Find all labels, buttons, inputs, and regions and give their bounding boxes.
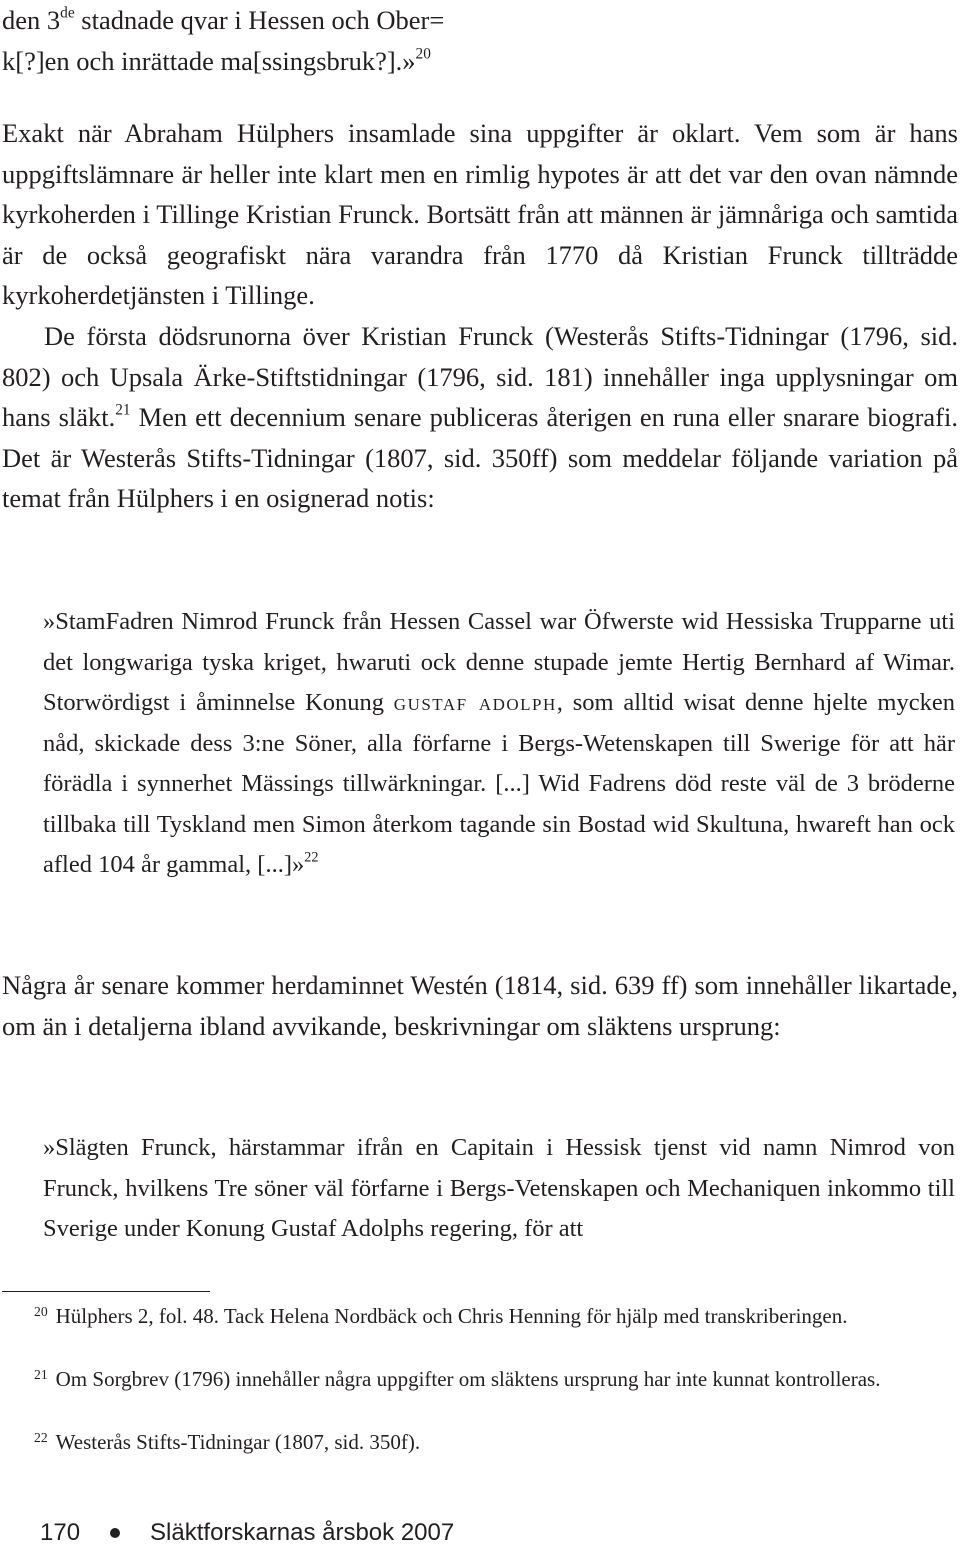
paragraph-text: Exakt när Abraham Hülphers insamlade sina uppgifter är oklart. Vem som är hans uppgiftslämnare är heller inte klart men en rimlig hypotes är att det var den ovan nämnde kyrkoherden i Tillinge Kristian Frunck. Bortsätt från att männen är jämnåriga och samtida är de också geografiskt nära varandra från 1770 då Kristian Frunck tillträdde kyrkoherdetjänsten i Tillinge. (2, 118, 958, 310)
paragraph-1 (2, 113, 958, 316)
block-quote-1 (43, 602, 955, 886)
publication-title: Släktforskarnas årsbok 2007 (150, 1519, 455, 1546)
bullet-icon (110, 1528, 120, 1538)
footnote-20 (2, 1301, 958, 1333)
paragraph-text: Några år senare kommer herdaminnet Westén (1814, sid. 639 ff) som innehåller likartade, om än i detaljerna ibland avvikande, beskrivningar om släktens ursprung: (2, 970, 958, 1041)
quote-text: »Slägten Frunck, härstammar ifrån en Capitain i Hessisk tjenst vid namn Nimrod von Frunck, hvilkens Tre söner väl förfarne i Bergs-Vetenskapen och Mechaniquen inkommo till Sverige under Konung Gustaf Adolphs regering, för att (43, 1134, 955, 1242)
paragraph-text: De första dödsrunorna över Kristian Frunck (Westerås Stifts-Tidningar (1796, sid. 802) och Upsala Ärke-Stiftstidningar (1796, sid. 181) innehåller inga upplysningar om hans släkt. (2, 321, 958, 432)
footnote-ref[interactable]: 20 (415, 44, 431, 62)
footnote-ref[interactable]: 21 (115, 401, 131, 419)
quote-text: den 3 (2, 5, 61, 35)
block-quote-2 (43, 1128, 955, 1250)
footnote-21 (2, 1364, 958, 1396)
footnote-text: Om Sorgbrev (1796) innehåller några uppgifter om släktens ursprung har inte kunnat kontrolleras. (55, 1367, 881, 1391)
page-number: 170 (40, 1519, 81, 1546)
footnote-number: 20 (34, 1303, 48, 1319)
paragraph-2 (2, 316, 958, 519)
footnote-number: 21 (34, 1366, 48, 1382)
small-caps-name: gustaf adolph (393, 689, 557, 716)
paragraph-text: Men ett decennium senare publiceras återigen en runa eller snarare biografi. Det är Westerås Stifts-Tidningar (1807, sid. 350ff) som meddelar följande variation på temat från Hülphers i en osignerad notis: (2, 402, 958, 513)
continued-quote (2, 0, 958, 81)
footnote-22 (2, 1427, 958, 1459)
quote-text: , som alltid wisat denne hjelte mycken nåd, skickade dess 3:ne Söner, alla förfarne i Bergs-Wetenskapen till Swerige för att här förädla i synnerhet Mässings tillwärkningar. [...] Wid Fadrens död reste väl de 3 bröderne tillbaka till Tyskland men Simon återkom tagande sin Bostad wid Skultuna, hwareft han ock afled 104 år gammal, [...]» (43, 689, 955, 878)
footnote-text: Hülphers 2, fol. 48. Tack Helena Nordbäck och Chris Henning för hjälp med transkriberingen. (55, 1304, 848, 1328)
footnote-divider (2, 1291, 210, 1292)
page-footer (40, 1518, 454, 1548)
footnote-ref[interactable]: 22 (304, 849, 319, 866)
quote-text: stadnade qvar i Hessen och Ober= (74, 5, 445, 35)
footnote-text: Westerås Stifts-Tidningar (1807, sid. 350f). (55, 1430, 421, 1454)
footnote-number: 22 (34, 1429, 48, 1445)
paragraph-3 (2, 965, 958, 1046)
quote-text: »StamFadren Nimrod Frunck från Hessen Cassel war Öfwerste wid Hessiska Trupparne uti det longwariga tyska kriget, hwaruti ock denne stupade jemte Hertig Bernhard af Wimar. Storwördigst i åminnelse Konung (43, 608, 955, 716)
superscript: de (60, 4, 75, 22)
quote-text: k[?]en och inrättade ma[ssingsbruk?].» (2, 45, 416, 76)
